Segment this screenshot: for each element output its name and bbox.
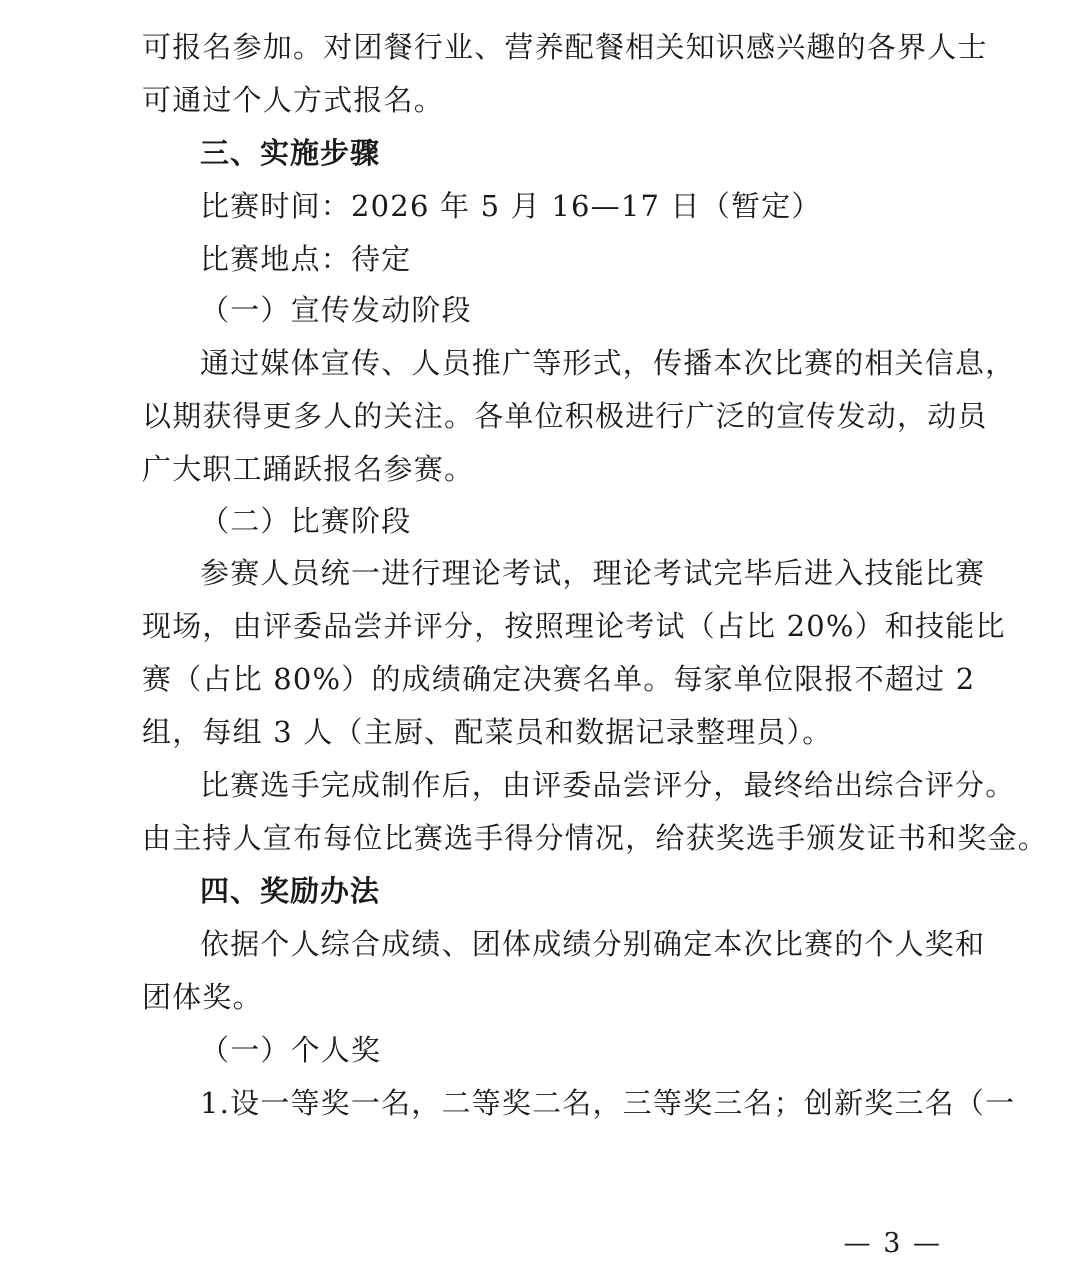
paragraph-line: 现场，由评委品尝并评分，按照理论考试（占比 20%）和技能比 bbox=[142, 609, 1006, 643]
section-heading-implementation: 三、实施步骤 bbox=[200, 136, 381, 170]
paragraph-line: 赛（占比 80%）的成绩确定决赛名单。每家单位限报不超过 2 bbox=[142, 662, 976, 696]
subsection-heading-individual-award: （一）个人奖 bbox=[200, 1033, 382, 1067]
competition-location: 比赛地点：待定 bbox=[200, 242, 412, 276]
paragraph-line: 1.设一等奖一名，二等奖二名，三等奖三名；创新奖三名（一 bbox=[200, 1086, 1016, 1120]
competition-time: 比赛时间：2026 年 5 月 16—17 日（暂定） bbox=[200, 189, 822, 223]
paragraph-line: 比赛选手完成制作后，由评委品尝评分，最终给出综合评分。 bbox=[200, 768, 1016, 802]
page-number: — 3 — bbox=[843, 1228, 942, 1259]
paragraph-line: 通过媒体宣传、人员推广等形式，传播本次比赛的相关信息， bbox=[200, 346, 1016, 380]
paragraph-line: 可报名参加。对团餐行业、营养配餐相关知识感兴趣的各界人士 bbox=[142, 30, 988, 64]
subsection-heading-competition: （二）比赛阶段 bbox=[200, 504, 412, 538]
paragraph-line: 由主持人宣布每位比赛选手得分情况，给获奖选手颁发证书和奖金。 bbox=[142, 821, 1049, 855]
paragraph-line: 广大职工踊跃报名参赛。 bbox=[142, 452, 475, 486]
paragraph-line: 可通过个人方式报名。 bbox=[142, 83, 445, 117]
paragraph-line: 团体奖。 bbox=[142, 980, 263, 1014]
subsection-heading-promotion: （一）宣传发动阶段 bbox=[200, 293, 472, 327]
paragraph-line: 以期获得更多人的关注。各单位积极进行广泛的宣传发动，动员 bbox=[142, 399, 988, 433]
paragraph-line: 组，每组 3 人（主厨、配菜员和数据记录整理员）。 bbox=[142, 715, 833, 749]
section-heading-awards: 四、奖励办法 bbox=[200, 874, 381, 908]
paragraph-line: 依据个人综合成绩、团体成绩分别确定本次比赛的个人奖和 bbox=[200, 927, 986, 961]
paragraph-line: 参赛人员统一进行理论考试，理论考试完毕后进入技能比赛 bbox=[200, 556, 986, 590]
